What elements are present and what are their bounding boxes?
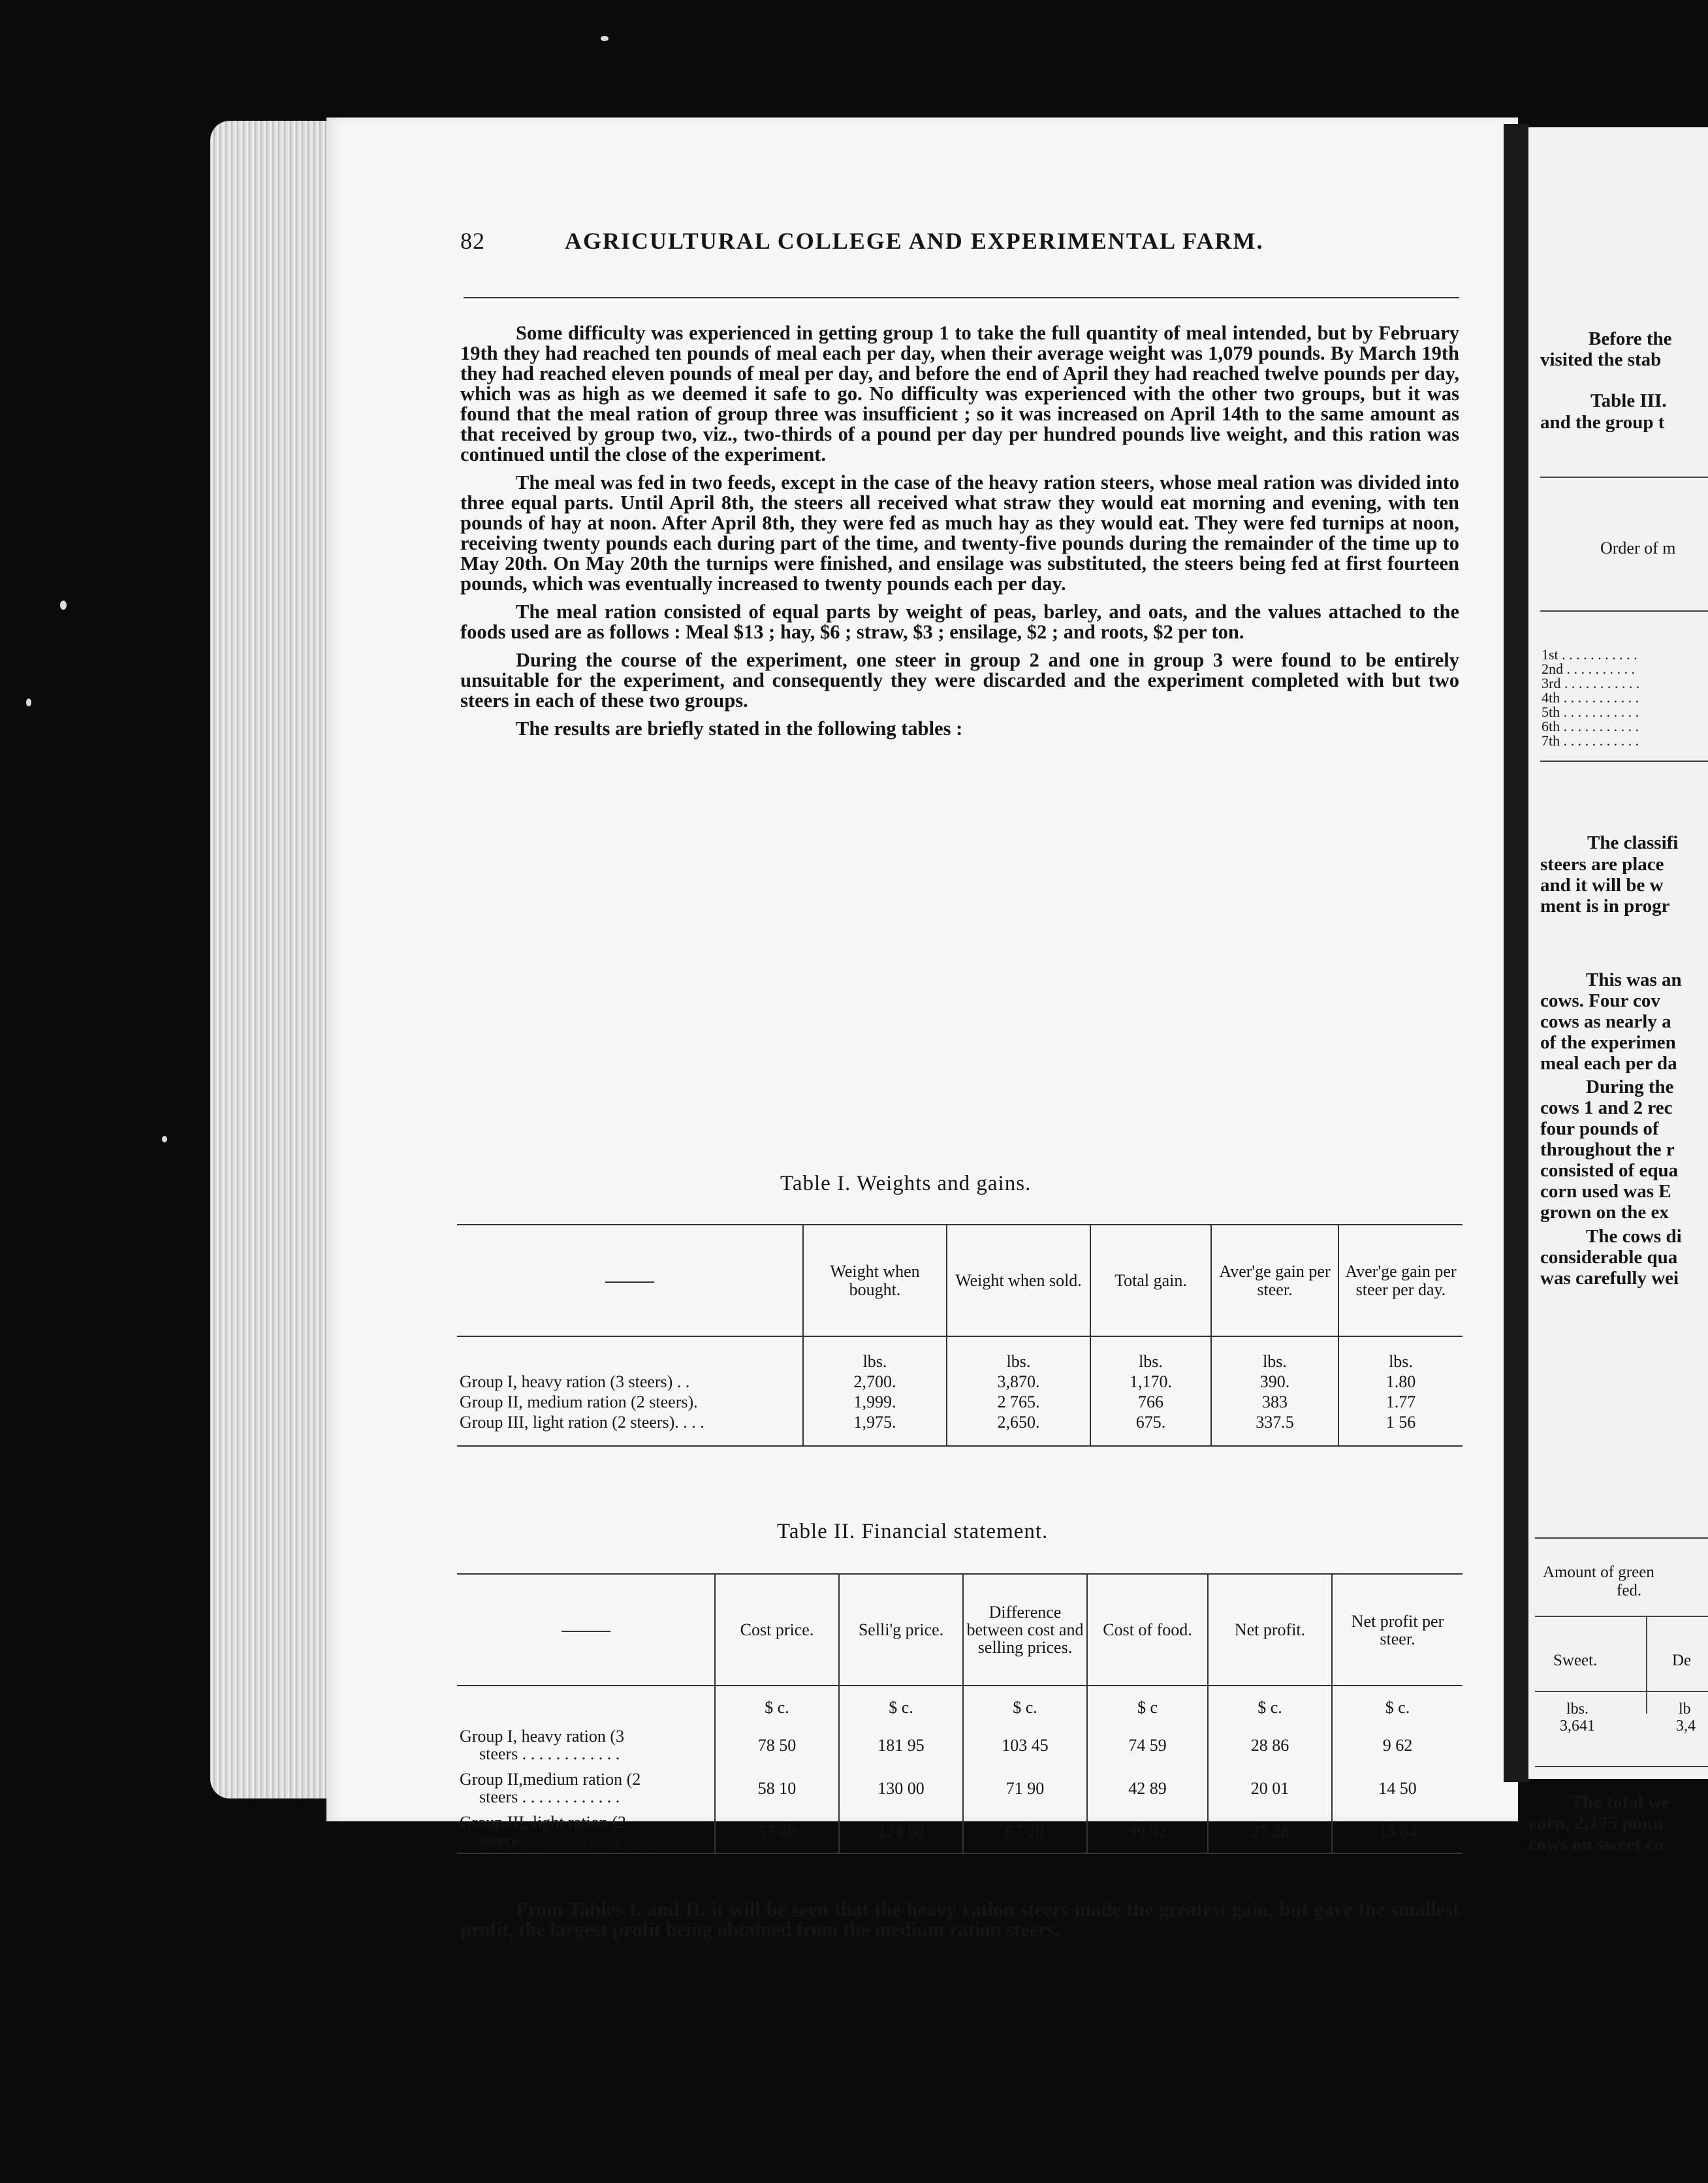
table1-caption: Table I. Weights and gains. bbox=[780, 1172, 1032, 1195]
table-row bbox=[457, 1336, 1463, 1372]
table-cell: 14 50 bbox=[1332, 1767, 1463, 1810]
table-cell bbox=[457, 1686, 715, 1723]
facing-rule bbox=[1535, 1766, 1708, 1767]
facing-line: steers are place bbox=[1540, 854, 1664, 875]
table-cell: 675. bbox=[1090, 1412, 1211, 1446]
table-header bbox=[457, 1225, 803, 1336]
row-label-line: Group I, heavy ration (3 bbox=[460, 1727, 624, 1746]
facing-line: meal each per da bbox=[1540, 1053, 1677, 1074]
table-header: Cost of food. bbox=[1087, 1574, 1208, 1686]
facing-line: Order of m bbox=[1600, 539, 1676, 558]
facing-line: grown on the ex bbox=[1540, 1202, 1669, 1223]
weights-table bbox=[457, 1224, 1463, 1447]
facing-line: Before the bbox=[1589, 328, 1672, 349]
facing-line: cows on sweet co bbox=[1528, 1834, 1664, 1855]
facing-line: fed. bbox=[1617, 1582, 1642, 1599]
table-cell: 1 56 bbox=[1338, 1412, 1463, 1446]
facing-line: 3,641 bbox=[1560, 1718, 1595, 1735]
table-cell: 20 01 bbox=[1208, 1767, 1332, 1810]
body-text bbox=[460, 323, 1459, 747]
table-cell: $ c. bbox=[715, 1686, 839, 1723]
table-cell: 766 bbox=[1090, 1392, 1211, 1412]
facing-line: 3rd . . . . . . . . . . . bbox=[1542, 675, 1640, 691]
facing-line: corn used was E bbox=[1540, 1181, 1671, 1202]
facing-line: was carefully wei bbox=[1540, 1268, 1679, 1289]
row-label-line: steers . . . . . . . . . . . . bbox=[479, 1787, 620, 1806]
table-cell: 9 62 bbox=[1332, 1723, 1463, 1767]
table-header: Weight when bought. bbox=[803, 1225, 947, 1336]
table-cell: 13 64 bbox=[1332, 1810, 1463, 1853]
table-cell: lbs. bbox=[803, 1336, 947, 1372]
table-cell: 390. bbox=[1211, 1372, 1338, 1392]
paragraph: From Tables I. and II. it will be seen that the heavy ration steers made the greatest gain, but gave the smallest profit, the largest profit being obtained from the medium ration steers. bbox=[460, 1898, 1459, 1941]
facing-line: The cows di bbox=[1586, 1226, 1682, 1247]
table-cell: lbs. bbox=[1338, 1336, 1463, 1372]
table-row bbox=[457, 1412, 1463, 1446]
book-page bbox=[326, 118, 1518, 1941]
facing-line: Amount of green bbox=[1543, 1563, 1654, 1581]
table-cell: 71 90 bbox=[963, 1767, 1087, 1810]
table-cell: 124 60 bbox=[839, 1810, 963, 1853]
table-row bbox=[457, 1392, 1463, 1412]
facing-line: visited the stab bbox=[1540, 349, 1662, 370]
facing-rule bbox=[1540, 761, 1708, 762]
facing-line: The classifi bbox=[1587, 832, 1679, 853]
table-header: Net profit. bbox=[1208, 1574, 1332, 1686]
facing-line: throughout the r bbox=[1540, 1139, 1675, 1160]
facing-line: The total we bbox=[1570, 1792, 1671, 1813]
facing-line: and it will be w bbox=[1540, 875, 1664, 896]
table-row bbox=[457, 1767, 1463, 1810]
paragraph: Some difficulty was experienced in getting group 1 to take the full quantity of meal intended, but by February 19th they had reached ten pounds of meal each per day, when their average weight was 1,079 pounds. By March 19th they had reached eleven pounds of meal per day, and before the end of April they had reached twelve pounds per day, which was as high as we deemed it safe to go. No difficulty was experienced with the other two groups, but it was found that the meal ration of group three was insufficient ; so it was increased on April 14th to the same amount as that received by group two, viz., two-thirds of a pound per day per hundred pounds live weight, and this ration was continued until the close of the experiment. bbox=[460, 322, 1459, 465]
closing-text bbox=[460, 1900, 1459, 1940]
row-label: Group II, medium ration (2 steers). bbox=[460, 1392, 698, 1411]
paragraph: The results are briefly stated in the following tables : bbox=[516, 717, 963, 740]
table-cell: 78 50 bbox=[715, 1723, 839, 1767]
header-dash bbox=[605, 1281, 654, 1283]
row-label-line: steers . . . . . . . . . . . . bbox=[479, 1744, 620, 1763]
table-cell: 58 10 bbox=[715, 1767, 839, 1810]
facing-rule bbox=[1540, 610, 1708, 612]
table-cell: $ c. bbox=[1208, 1686, 1332, 1723]
table-cell: lbs. bbox=[947, 1336, 1090, 1372]
table-row bbox=[457, 1372, 1463, 1392]
facing-line: consisted of equa bbox=[1540, 1160, 1679, 1181]
facing-line: cows as nearly a bbox=[1540, 1011, 1671, 1032]
table-header: Weight when sold. bbox=[947, 1225, 1090, 1336]
facing-line: De bbox=[1672, 1652, 1692, 1669]
table-cell: 39 92 bbox=[1087, 1810, 1208, 1853]
facing-line: considerable qua bbox=[1540, 1247, 1678, 1268]
row-label bbox=[457, 1810, 715, 1853]
facing-rule bbox=[1646, 1616, 1647, 1714]
scan-speck bbox=[26, 699, 31, 706]
facing-line: 3,4 bbox=[1676, 1718, 1696, 1735]
table-header: Net profit per steer. bbox=[1332, 1574, 1463, 1686]
table-header bbox=[457, 1574, 715, 1686]
table-header: Selli'g price. bbox=[839, 1574, 963, 1686]
facing-line: cows 1 and 2 rec bbox=[1540, 1097, 1673, 1118]
facing-line: Table III. bbox=[1590, 390, 1667, 411]
facing-line: 5th . . . . . . . . . . . bbox=[1542, 704, 1639, 720]
table-cell: 337.5 bbox=[1211, 1412, 1338, 1446]
table-cell: 57 40 bbox=[715, 1810, 839, 1853]
table-header: Aver'ge gain per steer. bbox=[1211, 1225, 1338, 1336]
facing-rule bbox=[1535, 1537, 1708, 1539]
header-dash bbox=[561, 1631, 610, 1632]
table-cell: 103 45 bbox=[963, 1723, 1087, 1767]
table-header: Cost price. bbox=[715, 1574, 839, 1686]
table-cell: 383 bbox=[1211, 1392, 1338, 1412]
facing-line: cows. Four cov bbox=[1540, 990, 1660, 1011]
page-number: 82 bbox=[460, 228, 485, 254]
scan-speck bbox=[601, 36, 609, 41]
row-label-line: steers . . . . . . . . . . . . . . . . bbox=[479, 1830, 654, 1849]
table-cell: lbs. bbox=[1211, 1336, 1338, 1372]
table-cell: 181 95 bbox=[839, 1723, 963, 1767]
table-cell bbox=[457, 1336, 803, 1372]
facing-rule bbox=[1535, 1616, 1708, 1617]
table-cell: 67 20 bbox=[963, 1810, 1087, 1853]
table-row bbox=[457, 1686, 1463, 1723]
table-cell: 2,700. bbox=[803, 1372, 947, 1392]
table-cell: 1.77 bbox=[1338, 1392, 1463, 1412]
header-rule bbox=[464, 297, 1459, 298]
table-cell: $ c. bbox=[963, 1686, 1087, 1723]
facing-line: During the bbox=[1586, 1076, 1674, 1097]
table-cell: $ c. bbox=[1332, 1686, 1463, 1723]
table-row bbox=[457, 1810, 1463, 1853]
row-label: Group I, heavy ration (3 steers) . . bbox=[460, 1372, 690, 1391]
page-title: AGRICULTURAL COLLEGE AND EXPERIMENTAL FARM. bbox=[565, 228, 1264, 254]
facing-rule bbox=[1540, 477, 1708, 478]
table2-caption: Table II. Financial statement. bbox=[777, 1520, 1049, 1543]
paragraph: The meal ration consisted of equal parts by weight of peas, barley, and oats, and the values attached to the foods used are as follows : Meal $13 ; hay, $6 ; straw, $3 ; ensilage, $2 ; and roots, $2 per ton. bbox=[460, 601, 1459, 643]
scan-speck bbox=[162, 1136, 167, 1142]
table-header: Aver'ge gain per steer per day. bbox=[1338, 1225, 1463, 1336]
row-label bbox=[457, 1767, 715, 1810]
row-label-line: Group II,medium ration (2 bbox=[460, 1770, 641, 1789]
table-header: Total gain. bbox=[1090, 1225, 1211, 1336]
table-cell: 3,870. bbox=[947, 1372, 1090, 1392]
table-cell: 28 86 bbox=[1208, 1723, 1332, 1767]
facing-line: 7th . . . . . . . . . . . bbox=[1542, 732, 1639, 749]
facing-page-fragment bbox=[1528, 127, 1708, 1779]
scan-speck bbox=[60, 601, 67, 610]
table-header: Difference between cost and selling prices. bbox=[963, 1574, 1087, 1686]
table-cell: 1.80 bbox=[1338, 1372, 1463, 1392]
table-cell: 2,650. bbox=[947, 1412, 1090, 1446]
book-gutter bbox=[1504, 124, 1528, 1782]
facing-line: of the experimen bbox=[1540, 1032, 1676, 1053]
facing-line: corn, 2,175 poun bbox=[1528, 1813, 1664, 1834]
facing-rule bbox=[1535, 1691, 1708, 1692]
facing-line: Sweet. bbox=[1553, 1652, 1598, 1669]
table-cell: lbs. bbox=[1090, 1336, 1211, 1372]
facing-line: ment is in progr bbox=[1540, 896, 1670, 917]
table-cell: 1,999. bbox=[803, 1392, 947, 1412]
facing-line: lb bbox=[1679, 1701, 1691, 1718]
row-label bbox=[457, 1723, 715, 1767]
facing-line: 1st . . . . . . . . . . . bbox=[1542, 646, 1637, 663]
paragraph: The meal was fed in two feeds, except in the case of the heavy ration steers, whose meal ration was divided into three equal parts. Until April 8th, the steers all received what straw they would eat morning and evening, with ten pounds of hay at noon. After April 8th, they were fed as much hay as they would eat. They were fed turnips at noon, receiving twenty pounds each during part of the time, and twenty-five pounds during the remainder of the time up to May 20th. On May 20th the turnips were finished, and ensilage was substituted, the steers being fed at first fourteen pounds, which was eventually increased to twenty pounds each per day. bbox=[460, 471, 1459, 595]
table-cell: 130 00 bbox=[839, 1767, 963, 1810]
table-cell: 2 765. bbox=[947, 1392, 1090, 1412]
row-label: Group III, light ration (2 steers). . . . bbox=[457, 1412, 803, 1446]
table-cell: $ c bbox=[1087, 1686, 1208, 1723]
paragraph: During the course of the experiment, one steer in group 2 and one in group 3 were found to be entirely unsuitable for the experiment, and consequently they were discarded and the experiment completed with but two steers in each of these two groups. bbox=[460, 649, 1459, 712]
facing-line: four pounds of bbox=[1540, 1118, 1659, 1139]
book-page-edges bbox=[210, 121, 344, 1798]
facing-line: This was an bbox=[1586, 969, 1682, 990]
facing-line: 4th . . . . . . . . . . . bbox=[1542, 689, 1639, 706]
facing-line: and the group t bbox=[1540, 412, 1665, 433]
facing-line: 6th . . . . . . . . . . . bbox=[1542, 718, 1639, 734]
table-cell: 27 28 bbox=[1208, 1810, 1332, 1853]
financial-table bbox=[457, 1573, 1463, 1854]
table-cell: $ c. bbox=[839, 1686, 963, 1723]
facing-line: lbs. bbox=[1566, 1701, 1589, 1718]
row-label-line: Group III, light ration (2 bbox=[460, 1813, 626, 1832]
table-cell: 1,170. bbox=[1090, 1372, 1211, 1392]
table-cell: 74 59 bbox=[1087, 1723, 1208, 1767]
table-row bbox=[457, 1723, 1463, 1767]
table-cell: 42 89 bbox=[1087, 1767, 1208, 1810]
facing-line: 2nd . . . . . . . . . . bbox=[1542, 661, 1635, 677]
table-cell: 1,975. bbox=[803, 1412, 947, 1446]
